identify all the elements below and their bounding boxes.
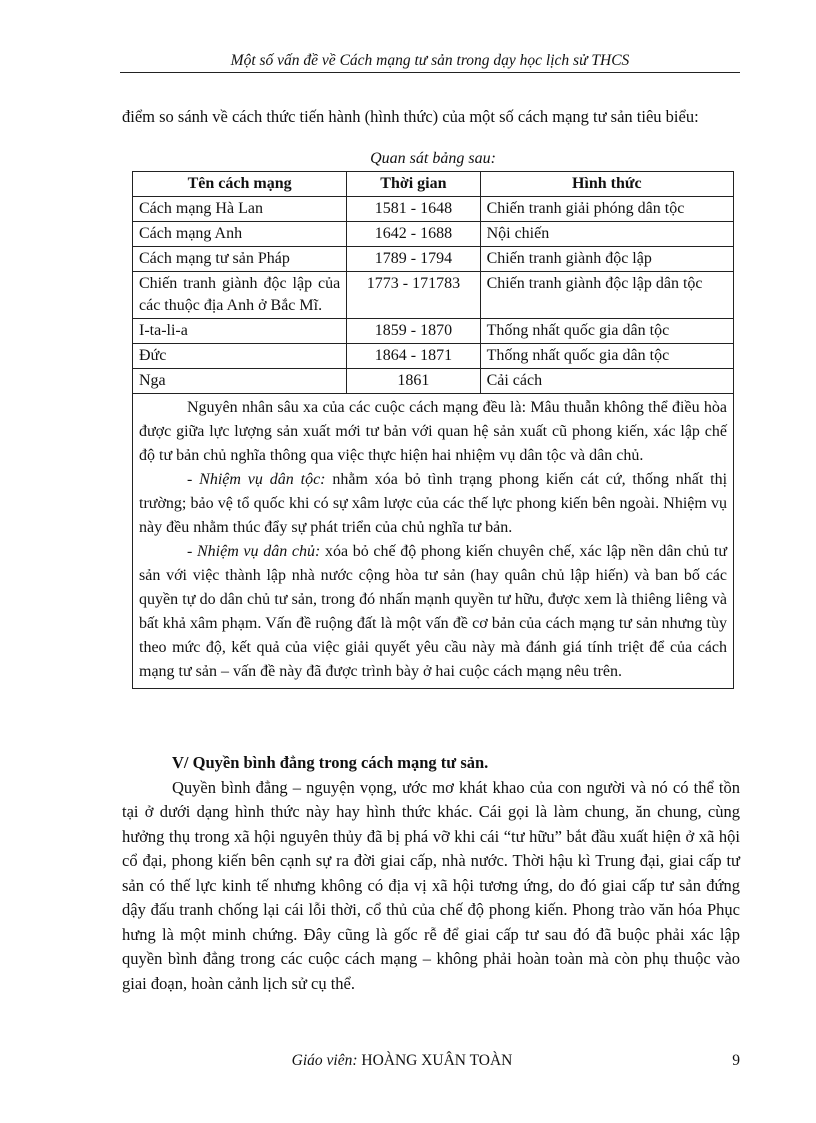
cell-name: Cách mạng Hà Lan	[133, 197, 347, 222]
section-heading: V/ Quyền bình đẳng trong cách mạng tư sản.	[172, 753, 489, 772]
cell-time: 1864 - 1871	[347, 344, 480, 369]
democratic-task-label: - Nhiệm vụ dân chủ:	[187, 543, 321, 560]
teacher-label: Giáo viên:	[291, 1052, 358, 1069]
cell-name: I-ta-li-a	[133, 319, 347, 344]
section-equality	[122, 751, 740, 996]
cell-form: Cải cách	[480, 369, 733, 394]
democratic-task-text: xóa bỏ chế độ phong kiến chuyên chế, xác lập nền dân chủ tư sản với việc thành lập nhà nước cộng hòa tư sản (hay quân chủ lập hiến) và ban bố các quyền tự do dân chủ tư sản, trong đó nhấn mạnh quyền tư hữu, được xem là thiêng liêng và bất khả xâm phạm. Vấn đề ruộng đất là một vấn đề cơ bản của cách mạng tư sản nhưng tùy theo mức độ, kết quả của việc giải quyết yêu cầu này mà đánh giá tính triệt để của cách mạng tư sản – vấn đề này đã được trình bày ở hai cuộc cách mạng nêu trên.	[139, 543, 727, 680]
page-header	[120, 52, 740, 73]
header-title: Một số vấn đề về Cách mạng tư sản trong dạy học lịch sử THCS	[230, 52, 630, 69]
table-row	[133, 222, 734, 247]
cell-name: Nga	[133, 369, 347, 394]
cell-time: 1789 - 1794	[347, 247, 480, 272]
col-header-name: Tên cách mạng	[133, 172, 347, 197]
table-row	[133, 344, 734, 369]
table-row	[133, 197, 734, 222]
cell-time: 1861	[347, 369, 480, 394]
note-paragraph-causes: Nguyên nhân sâu xa của các cuộc cách mạng đều là: Mâu thuẫn không thể điều hòa được giữa lực lượng sản xuất mới tư bản với quan hệ sản xuất cũ phong kiến, xác lập chế độ tư bản chủ nghĩa thông qua việc thực hiện hai nhiệm vụ dân tộc và dân chủ.	[139, 399, 727, 464]
cell-time: 1642 - 1688	[347, 222, 480, 247]
cell-form: Chiến tranh giải phóng dân tộc	[480, 197, 733, 222]
cell-name: Cách mạng Anh	[133, 222, 347, 247]
cell-time: 1859 - 1870	[347, 319, 480, 344]
intro-text: điểm so sánh về cách thức tiến hành (hình thức) của một số cách mạng tư sản tiêu biểu:	[122, 107, 699, 126]
section-paragraph: Quyền bình đẳng – nguyện vọng, ước mơ khát khao của con người và nó có thể tồn tại ở dưới dạng hình thức này hay hình thức khác. Cái gọi là làm chung, ăn chung, cùng hưởng thụ trong xã hội nguyên thủy đã bị phá vỡ khi cái “tư hữu” bắt đầu xuất hiện ở xã hội cổ đại, phong kiến bên cạnh sự ra đời giai cấp, nhà nước. Thời hậu kì Trung đại, giai cấp tư sản có thế lực kinh tế nhưng không có địa vị xã hội tương ứng, do đó giai cấp tư sản đứng dậy đấu tranh chống lại cái lỗi thời, cổ thủ của chế độ phong kiến. Phong trào văn hóa Phục hưng là một minh chứng. Đây cũng là gốc rễ để giai cấp tư sau đó đã buộc phải xác lập quyền bình đẳng trong các cuộc cách mạng – không phải hoàn toàn mà còn phụ thuộc vào giai đoạn, hoàn cảnh lịch sử cụ thể.	[122, 777, 740, 993]
table-row	[133, 319, 734, 344]
footer-teacher	[122, 1052, 682, 1070]
national-task-label: - Nhiệm vụ dân tộc:	[187, 471, 326, 488]
cell-time: 1581 - 1648	[347, 197, 480, 222]
table-header-row	[133, 172, 734, 197]
cell-name: Cách mạng tư sản Pháp	[133, 247, 347, 272]
table-row	[133, 247, 734, 272]
table-note-row	[133, 394, 734, 689]
table-row	[133, 272, 734, 319]
table-caption: Quan sát bảng sau:	[370, 150, 496, 167]
cell-time: 1773 - 171783	[347, 272, 480, 319]
revolutions-table	[132, 171, 734, 689]
col-header-time: Thời gian	[347, 172, 480, 197]
cell-form: Nội chiến	[480, 222, 733, 247]
cell-form: Thống nhất quốc gia dân tộc	[480, 319, 733, 344]
table-note	[133, 394, 734, 689]
note-paragraph-national-task	[139, 468, 727, 540]
page-number: 9	[732, 1052, 740, 1069]
cell-form: Chiến tranh giành độc lập dân tộc	[480, 272, 733, 319]
note-paragraph-democratic-task	[139, 540, 727, 684]
col-header-form: Hình thức	[480, 172, 733, 197]
cell-name: Chiến tranh giành độc lập của các thuộc địa Anh ở Bắc Mĩ.	[133, 272, 347, 319]
cell-name: Đức	[133, 344, 347, 369]
table-row	[133, 369, 734, 394]
cell-form: Chiến tranh giành độc lập	[480, 247, 733, 272]
national-task-text: nhằm xóa bỏ tình trạng phong kiến cát cứ, thống nhất thị trường; bảo vệ tổ quốc khi có sự xâm lược của các thế lực phong kiến bên ngoài. Nhiệm vụ này đều nhằm thúc đẩy sự phát triển của chủ nghĩa tư bản.	[139, 471, 728, 536]
teacher-name: HOÀNG XUÂN TOÀN	[357, 1052, 513, 1069]
cell-form: Thống nhất quốc gia dân tộc	[480, 344, 733, 369]
